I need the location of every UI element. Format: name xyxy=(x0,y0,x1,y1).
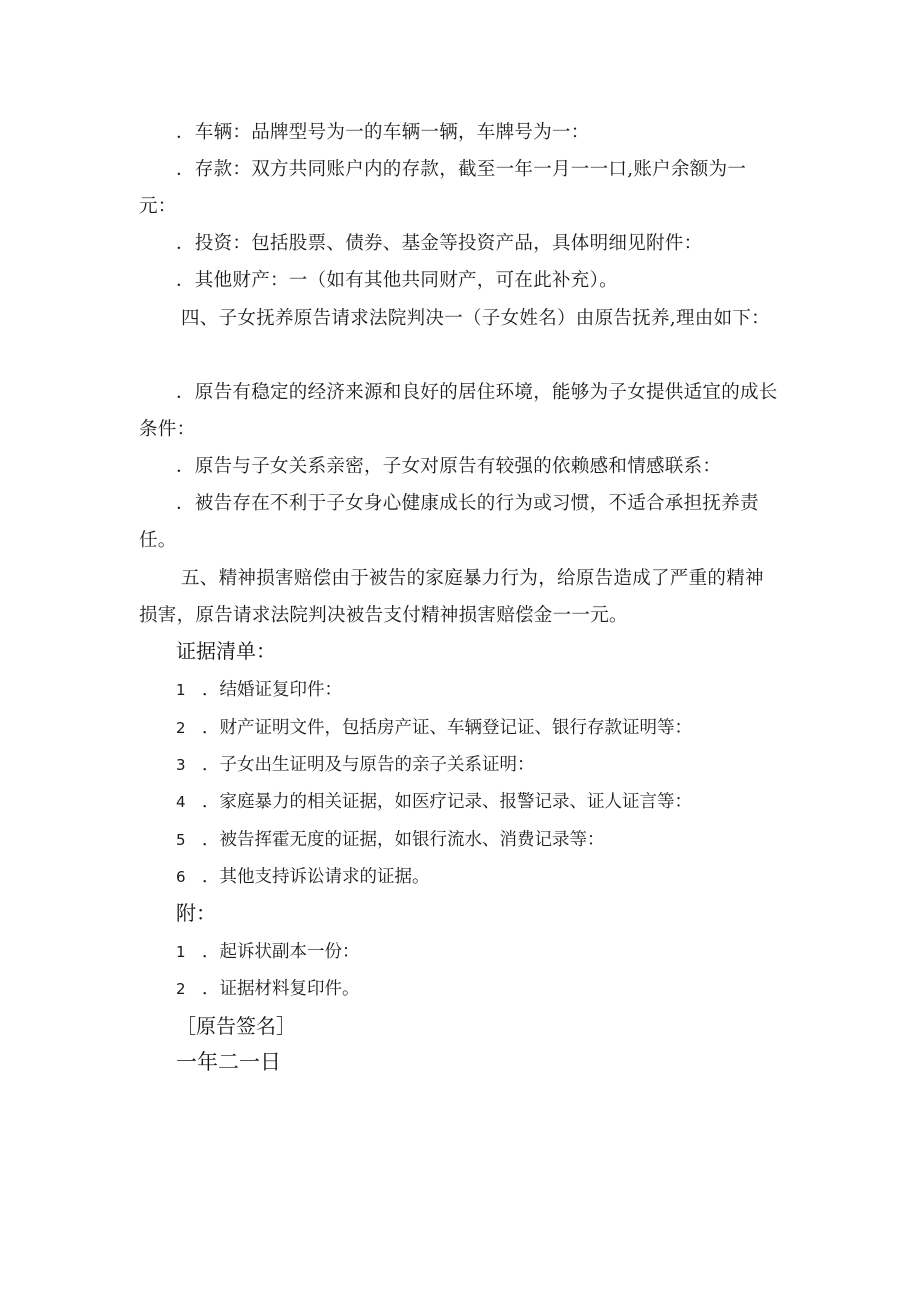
evidence-item xyxy=(176,787,692,817)
custody-reason-2: ．原告与子女关系亲密，子女对原告有较强的依赖感和情感联系： xyxy=(176,456,722,477)
attachment-item-text: ．起诉状副本一份： xyxy=(202,942,360,962)
evidence-item-text: ．财产证明文件，包括房产证、车辆登记证、银行存款证明等： xyxy=(202,718,692,738)
evidence-item-text: ．被告挥霍无度的证据，如银行流水、消费记录等： xyxy=(202,830,605,850)
evidence-item-number: 2 xyxy=(176,719,186,737)
evidence-item-number: 6 xyxy=(176,868,186,886)
property-item-vehicle: ．车辆：品牌型号为一的车辆一辆，车牌号为一： xyxy=(176,122,590,143)
section-five-text: 五、精神损害赔偿由于被告的家庭暴力行为，给原告造成了严重的精神损害，原告请求法院判决被告支付精神损害赔偿金一一元。 xyxy=(139,568,764,626)
property-item-deposit: ．存款：双方共同账户内的存款，截至一年一月一一口,账户余额为一元： xyxy=(139,159,747,217)
evidence-item-number: 1 xyxy=(176,681,186,699)
section-four-title: 四、子女抚养原告请求法院判决一（子女姓名）由原告抚养,理由如下： xyxy=(181,308,770,329)
evidence-item-text: ．子女出生证明及与原告的亲子关系证明： xyxy=(202,755,535,775)
evidence-item-text: ．结婚证复印件： xyxy=(202,680,342,700)
evidence-item xyxy=(176,862,430,892)
evidence-item-text: ．家庭暴力的相关证据，如医疗记录、报警记录、证人证言等： xyxy=(202,792,692,812)
custody-reason-3: ．被告存在不利于子女身心健康成长的行为或习惯，不适合承担抚养责任。 xyxy=(139,493,759,551)
evidence-item xyxy=(176,825,605,855)
evidence-item xyxy=(176,675,342,705)
evidence-item-text: ．其他支持诉讼请求的证据。 xyxy=(202,867,430,887)
evidence-item-number: 5 xyxy=(176,831,186,849)
attachments-heading: 附： xyxy=(176,901,216,925)
evidence-item-number: 3 xyxy=(176,756,186,774)
evidence-heading: 证据清单： xyxy=(176,639,276,663)
attachment-item-text: ．证据材料复印件。 xyxy=(202,979,360,999)
attachment-item-number: 2 xyxy=(176,980,186,998)
attachment-item-number: 1 xyxy=(176,943,186,961)
evidence-item xyxy=(176,750,535,780)
custody-reason-1: ．原告有稳定的经济来源和良好的居住环境，能够为子女提供适宜的成长条件： xyxy=(139,382,778,440)
property-item-other: ．其他财产：一（如有其他共同财产，可在此补充）。 xyxy=(176,270,618,291)
document-date: 一年二一日 xyxy=(176,1050,281,1074)
attachment-item xyxy=(176,937,360,967)
property-item-investment: ．投资：包括股票、债券、基金等投资产品，具体明细见附件： xyxy=(176,233,703,254)
plaintiff-signature: ［原告签名］ xyxy=(176,1014,296,1038)
evidence-item xyxy=(176,713,692,743)
evidence-item-number: 4 xyxy=(176,793,186,811)
attachment-item xyxy=(176,974,360,1004)
